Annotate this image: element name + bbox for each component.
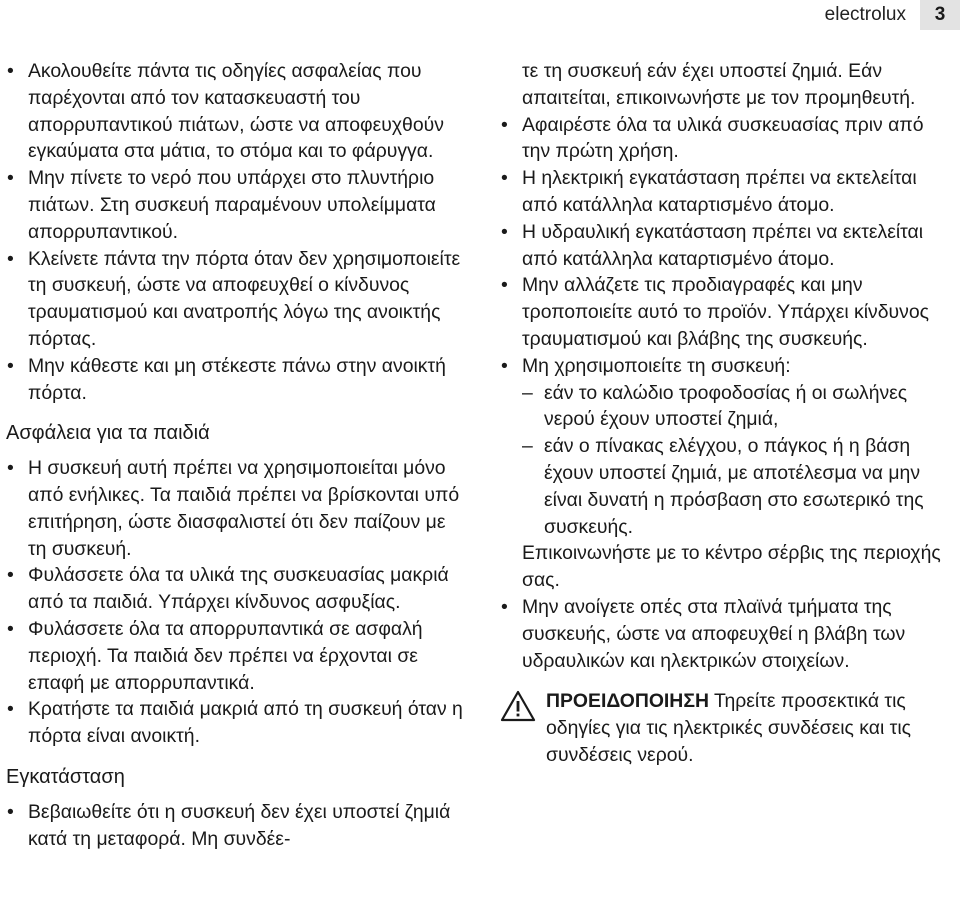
list-item: • Μην αλλάζετε τις προδιαγραφές και μην τροποποιείτε αυτό το προϊόν. Υπάρχει κίνδυνος τραυματισμού και βλάβης της συσκευής.: [500, 272, 955, 352]
list-item: • Μην ανοίγετε οπές στα πλαϊνά τμήματα της συσκευής, ώστε να αποφευχθεί η βλάβη των υδραυλικών και ηλεκτρικών στοιχείων.: [500, 594, 955, 674]
page-header: [825, 0, 960, 30]
list-item: • Ακολουθείτε πάντα τις οδηγίες ασφαλείας που παρέχονται από τον κατασκευαστή του απορρυπαντικού πιάτων, ώστε να αποφευχθούν εγκαύματα στα μάτια, το στόμα και το φάρυγγα.: [6, 58, 468, 165]
warning-block: [500, 688, 955, 768]
service-note: Επικοινωνήστε με το κέντρο σέρβις της περιοχής σας.: [522, 542, 941, 592]
list-item: • Μην κάθεστε και μη στέκεστε πάνω στην ανοικτή πόρτα.: [6, 353, 468, 407]
list-item: • Κρατήστε τα παιδιά μακριά από τη συσκευή όταν η πόρτα είναι ανοικτή.: [6, 696, 468, 750]
children-safety-list: [6, 455, 468, 750]
left-column: [6, 58, 468, 852]
list-item: • Η ηλεκτρική εγκατάσταση πρέπει να εκτελείται από κατάλληλα καταρτισμένο άτομο.: [500, 165, 955, 219]
list-item: • Αφαιρέστε όλα τα υλικά συσκευασίας πριν από την πρώτη χρήση.: [500, 112, 955, 166]
list-item: • Μη χρησιμοποιείτε τη συσκευή:: [500, 353, 955, 380]
list-item: • Η συσκευή αυτή πρέπει να χρησιμοποιείται μόνο από ενήλικες. Τα παιδιά πρέπει να βρίσκονται υπό επιτήρηση, ώστε διασφαλιστεί ότι δεν παίζουν με τη συσκευή.: [6, 455, 468, 562]
section-heading-children: Ασφάλεια για τα παιδιά: [6, 422, 210, 445]
warning-text: Τηρείτε προσεκτικά τις οδηγίες για τις ηλεκτρικές συνδέσεις και τις συνδέσεις νερού.: [546, 690, 911, 766]
list-item: • Μην πίνετε το νερό που υπάρχει στο πλυντήριο πιάτων. Στη συσκευή παραμένουν υπολείμματα απορρυπαντικού.: [6, 165, 468, 245]
warning-label: ΠΡΟΕΙΔΟΠΟΙΗΣΗ: [546, 690, 709, 713]
installation-list: [6, 799, 468, 853]
list-item: • Βεβαιωθείτε ότι η συσκευή δεν έχει υποστεί ζημιά κατά τη μεταφορά. Μη συνδέε-: [6, 799, 468, 853]
page-number: 3: [920, 0, 960, 30]
sub-list-item: – εάν ο πίνακας ελέγχου, ο πάγκος ή η βάση έχουν υποστεί ζημιά, με αποτέλεσμα να μην είναι δυνατή η πρόσβαση στο εσωτερικό της συσκευής.: [500, 433, 955, 540]
safety-list: [6, 58, 468, 406]
installation-list-end: [500, 594, 955, 674]
sub-list-item: – εάν το καλώδιο τροφοδοσίας ή οι σωλήνες νερού έχουν υποστεί ζημιά,: [500, 380, 955, 434]
installation-list-continued: [500, 58, 955, 380]
list-item: • Φυλάσσετε όλα τα απορρυπαντικά σε ασφαλή περιοχή. Τα παιδιά δεν πρέπει να έρχονται σε επαφή με απορρυπαντικά.: [6, 616, 468, 696]
list-item: • Φυλάσσετε όλα τα υλικά της συσκευασίας μακριά από τα παιδιά. Υπάρχει κίνδυνος ασφυξίας.: [6, 562, 468, 616]
right-column: [500, 58, 955, 769]
warning-text-block: [536, 688, 955, 768]
section-heading-installation: Εγκατάσταση: [6, 765, 125, 788]
list-item-continuation: τε τη συσκευή εάν έχει υποστεί ζημιά. Εάν απαιτείται, επικοινωνήστε με τον προμηθευτή.: [522, 60, 916, 109]
list-item: • Η υδραυλική εγκατάσταση πρέπει να εκτελείται από κατάλληλα καταρτισμένο άτομο.: [500, 219, 955, 273]
conditions-sublist: [500, 380, 955, 541]
list-item: • Κλείνετε πάντα την πόρτα όταν δεν χρησιμοποιείτε τη συσκευή, ώστε να αποφευχθεί ο κίνδυνος τραυματισμού και ανατροπής λόγω της ανοικτής πόρτας.: [6, 246, 468, 353]
brand-name: electrolux: [824, 4, 906, 25]
warning-triangle-icon: [500, 690, 536, 768]
